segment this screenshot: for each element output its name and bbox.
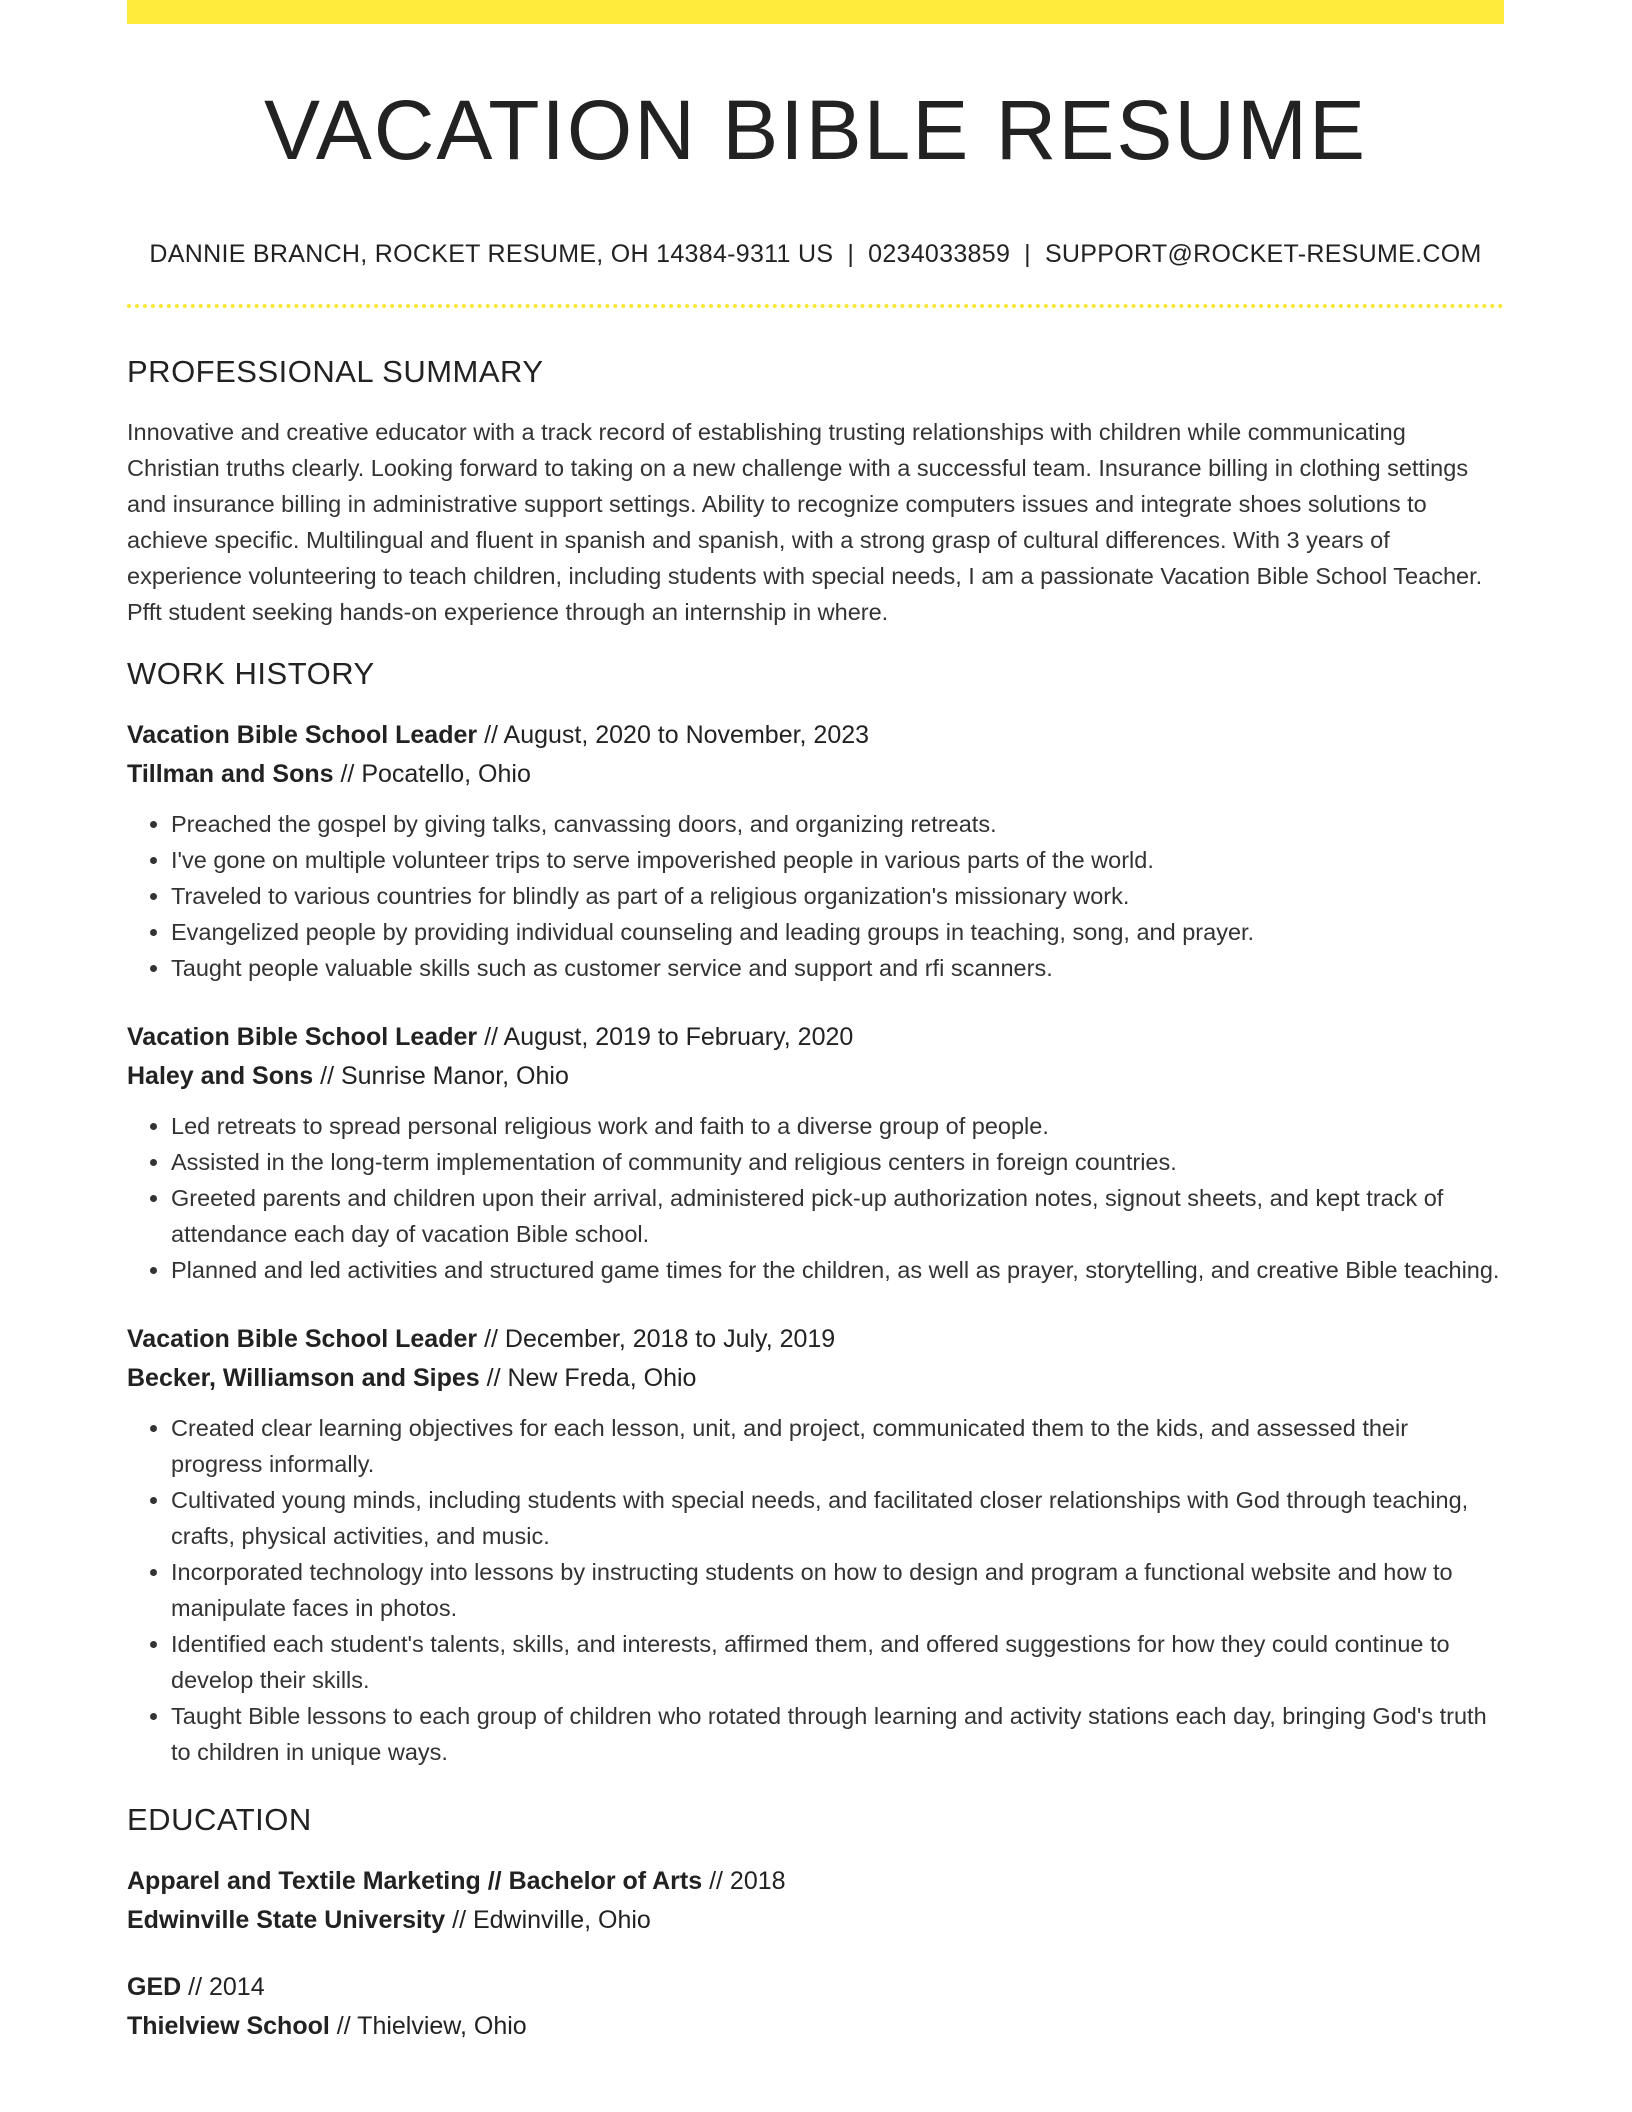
- job-dates: // August, 2020 to November, 2023: [484, 721, 870, 749]
- summary-heading: PROFESSIONAL SUMMARY: [127, 354, 544, 389]
- education-location: // Thielview, Ohio: [336, 2012, 527, 2040]
- job-bullet: • Cultivated young minds, including students with special needs, and facilitated closer relationships with God through teaching, crafts, physical activities, and music.: [171, 1482, 1504, 1554]
- job-company: Haley and Sons: [127, 1062, 314, 1090]
- job-title: Vacation Bible School Leader: [127, 721, 478, 749]
- contact-address: DANNIE BRANCH, ROCKET RESUME, OH 14384-9311 US: [149, 240, 834, 268]
- education-degree-line: [127, 1862, 1504, 1901]
- job-title-line: [127, 1320, 1504, 1359]
- education-entry: [127, 1968, 1504, 2046]
- resume-title: VACATION BIBLE RESUME: [263, 83, 1368, 177]
- job-title-line: [127, 716, 1504, 755]
- job-entry: [127, 716, 1504, 986]
- job-entry: [127, 1320, 1504, 1770]
- job-bullet: • Created clear learning objectives for each lesson, unit, and project, communicated them to the kids, and assessed their progress informally.: [171, 1410, 1504, 1482]
- education-entry: [127, 1862, 1504, 1940]
- dotted-divider: [127, 304, 1504, 308]
- job-title-line: [127, 1018, 1504, 1057]
- job-bullet: • Planned and led activities and structured game times for the children, as well as prayer, storytelling, and creative Bible teaching.: [171, 1252, 1504, 1288]
- education-heading: EDUCATION: [127, 1802, 312, 1837]
- contact-line: [127, 238, 1504, 270]
- job-bullet: • Assisted in the long-term implementation of community and religious centers in foreign countries.: [171, 1144, 1504, 1180]
- job-bullet: • Identified each student's talents, skills, and interests, affirmed them, and offered suggestions for how they could continue to develop their skills.: [171, 1626, 1504, 1698]
- education-degree-line: [127, 1968, 1504, 2007]
- job-entry: [127, 1018, 1504, 1288]
- job-title: Vacation Bible School Leader: [127, 1325, 478, 1353]
- contact-separator: |: [847, 240, 855, 268]
- contact-email: SUPPORT@ROCKET-RESUME.COM: [1044, 240, 1482, 268]
- contact-phone: 0234033859: [868, 240, 1011, 268]
- job-location: // New Freda, Ohio: [486, 1364, 697, 1392]
- education-school-line: [127, 2007, 1504, 2046]
- education-degree: Apparel and Textile Marketing // Bachelor of Arts: [127, 1867, 703, 1895]
- education-school-line: [127, 1901, 1504, 1940]
- job-dates: // December, 2018 to July, 2019: [484, 1325, 836, 1353]
- education-year: // 2014: [188, 1973, 265, 2001]
- summary-text: Innovative and creative educator with a track record of establishing trusting relationships with children while communicating Christian truths clearly. Looking forward to taking on a new challenge with a successful team. Insurance billing in clothing settings and insurance billing in administrative support settings. Ability to recognize computers issues and integrate shoes solutions to achieve specific. Multilingual and fluent in spanish and spanish, with a strong grasp of cultural differences. With 3 years of experience volunteering to teach children, including students with special needs, I am a passionate Vacation Bible School Teacher. Pfft student seeking hands-on experience through an internship in where.: [127, 419, 1483, 625]
- work-history-list: [127, 716, 1504, 1770]
- education-degree: GED: [127, 1973, 182, 2001]
- work-history-heading: WORK HISTORY: [127, 656, 375, 691]
- job-location: // Pocatello, Ohio: [340, 760, 531, 788]
- job-bullet: • Greeted parents and children upon their arrival, administered pick-up authorization notes, signout sheets, and kept track of attendance each day of vacation Bible school.: [171, 1180, 1504, 1252]
- job-dates: // August, 2019 to February, 2020: [484, 1023, 854, 1051]
- job-bullet: • Taught people valuable skills such as customer service and support and rfi scanners.: [171, 950, 1504, 986]
- contact-separator: |: [1024, 240, 1031, 268]
- job-company-line: [127, 1057, 1504, 1096]
- job-bullets: [127, 1410, 1504, 1770]
- education-year: // 2018: [709, 1867, 786, 1895]
- education-location: // Edwinville, Ohio: [452, 1906, 651, 1934]
- job-company-line: [127, 755, 1504, 794]
- job-company: Tillman and Sons: [127, 760, 334, 788]
- job-bullet: • Led retreats to spread personal religious work and faith to a diverse group of people.: [171, 1108, 1504, 1144]
- education-list: [127, 1862, 1504, 2046]
- education-school: Edwinville State University: [127, 1906, 446, 1934]
- job-title: Vacation Bible School Leader: [127, 1023, 478, 1051]
- job-bullet: • Taught Bible lessons to each group of children who rotated through learning and activity stations each day, bringing God's truth to children in unique ways.: [171, 1698, 1504, 1770]
- job-company-line: [127, 1359, 1504, 1398]
- job-bullet: • Traveled to various countries for blindly as part of a religious organization's missionary work.: [171, 878, 1504, 914]
- job-bullets: [127, 806, 1504, 986]
- job-bullet: • Preached the gospel by giving talks, canvassing doors, and organizing retreats.: [171, 806, 1504, 842]
- education-school: Thielview School: [127, 2012, 330, 2040]
- job-location: // Sunrise Manor, Ohio: [320, 1062, 569, 1090]
- job-bullets: [127, 1108, 1504, 1288]
- job-bullet: • I've gone on multiple volunteer trips to serve impoverished people in various parts of the world.: [171, 842, 1504, 878]
- job-bullet: • Evangelized people by providing individual counseling and leading groups in teaching, song, and prayer.: [171, 914, 1504, 950]
- accent-bar: [127, 0, 1504, 24]
- job-company: Becker, Williamson and Sipes: [127, 1364, 480, 1392]
- job-bullet: • Incorporated technology into lessons by instructing students on how to design and program a functional website and how to manipulate faces in photos.: [171, 1554, 1504, 1626]
- resume-page: [127, 0, 1504, 2046]
